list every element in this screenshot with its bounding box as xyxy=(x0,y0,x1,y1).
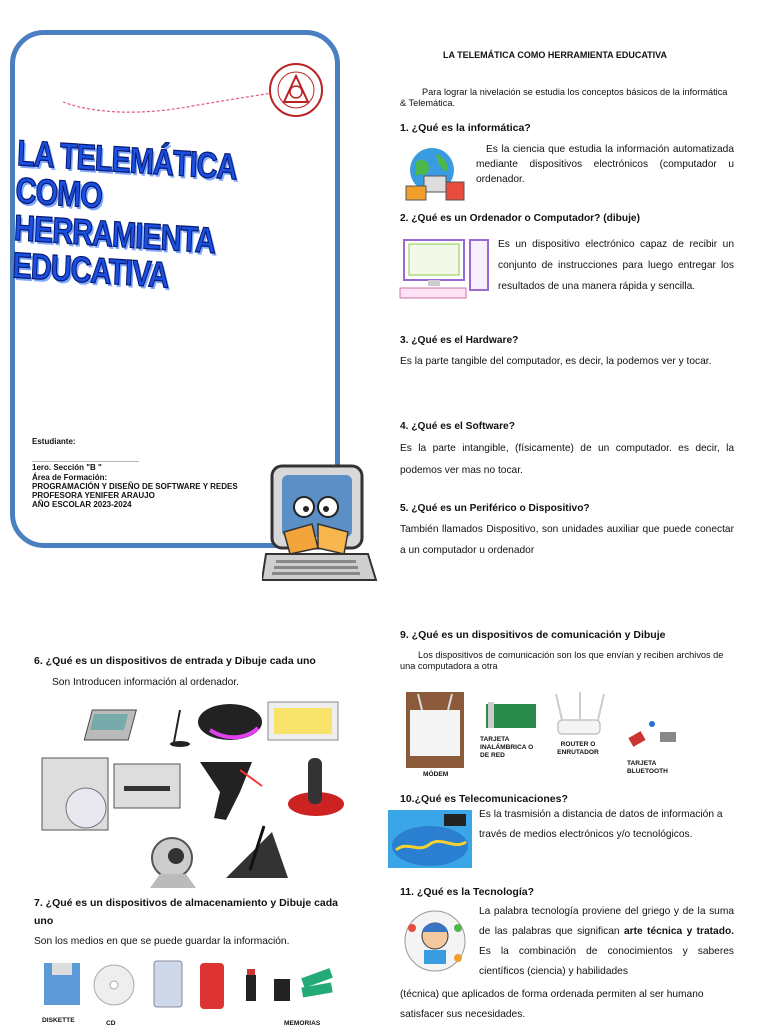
q3-text: Es la parte tangible del computador, es decir, la podemos ver y tocar. xyxy=(400,356,712,367)
q2-heading: 2. ¿Qué es un Ordenador o Computador? (dibuje) xyxy=(400,213,640,224)
cd-drive-icon xyxy=(42,758,108,830)
area-label: Área de Formación: xyxy=(32,472,108,482)
graphics-tablet-icon xyxy=(226,826,288,878)
school-logo-decoration xyxy=(58,60,328,130)
q1-heading: 1. ¿Qué es la informática? xyxy=(400,122,531,134)
cover-title xyxy=(12,135,318,304)
keyboard-icon xyxy=(268,702,338,740)
usb-drive-icon xyxy=(246,969,256,1001)
q4-heading: 4. ¿Qué es el Software? xyxy=(400,421,515,432)
q11-text-top: La palabra tecnología proviene del griego y de la suma de las palabras que significan arte técnica y tratado. Es la combinación de conocimientos y saberes científicos (ciencia) y habilidades xyxy=(479,906,734,977)
laptop-mascot-illustration xyxy=(262,462,380,587)
q4-text: Es la parte intangible, (físicamente) de un computador. es decir, la podemos ver mas no tocar. xyxy=(400,443,734,476)
diskette-label: DISKETTE xyxy=(42,1017,75,1024)
microphone-icon xyxy=(170,710,190,747)
diskette-icon xyxy=(44,963,80,1005)
q6-heading: 6. ¿Qué es un dispositivos de entrada y Dibuje cada uno xyxy=(34,655,316,667)
bluetooth-card-icon xyxy=(628,721,676,747)
course-label: 1ero. Sección "B " xyxy=(32,463,102,473)
cover-title-line2: HERRAMIENTA EDUCATIVA xyxy=(11,208,215,297)
input-devices-collage xyxy=(40,700,345,892)
q2-text: Es un dispositivo electrónico capaz de recibir un conjunto de instrucciones para luego entregar los resultados de una manera rápida y sencilla. xyxy=(498,239,734,292)
floppy-drive-icon xyxy=(114,764,180,808)
q5-text: También llamados Dispositivo, son unidades auxiliar que puede conectar a un computador u ordenador xyxy=(400,524,734,556)
webcam-icon xyxy=(150,838,196,888)
scanner-icon xyxy=(84,710,136,740)
intro-paragraph: Para lograr la nivelación se estudia los conceptos básicos de la informática & Telemática. xyxy=(400,87,728,108)
router-label: ROUTER O ENRUTADOR xyxy=(557,741,599,756)
router-icon xyxy=(556,692,604,734)
communication-devices-collage xyxy=(404,690,744,770)
bluetooth-label: TARJETA BLUETOOTH xyxy=(627,760,668,775)
q5-heading: 5. ¿Qué es un Periférico o Dispositivo? xyxy=(400,503,590,514)
modem-icon xyxy=(406,692,464,768)
q9-heading: 9. ¿Qué es un dispositivos de comunicación y Dibuje xyxy=(400,629,666,641)
q7-heading: 7. ¿Qué es un dispositivos de almacenamiento y Dibuje cada uno xyxy=(34,897,339,927)
external-drive-icon xyxy=(154,961,182,1007)
cd-label: CD xyxy=(106,1020,116,1027)
school-year: AÑO ESCOLAR 2023-2024 xyxy=(32,500,132,510)
q1-text: Es la ciencia que estudia la información automatizada mediante dispositivos electrónicos (computador u ordenador. xyxy=(476,144,734,185)
q10-text: Es la trasmisión a distancia de datos de información a través de medios electrónicos y/o tecnológicos. xyxy=(479,809,723,840)
q6-text: Son Introducen información al ordenador. xyxy=(52,677,239,688)
desktop-computer-icon xyxy=(398,236,494,302)
document-title: LA TELEMÁTICA COMO HERRAMIENTA EDUCATIVA xyxy=(443,50,667,60)
joystick-icon xyxy=(288,758,344,816)
area-value: PROGRAMACIÓN Y DISEÑO DE SOFTWARE Y REDES xyxy=(32,481,238,491)
q3-heading: 3. ¿Qué es el Hardware? xyxy=(400,335,519,346)
q11-heading: 11. ¿Qué es la Tecnología? xyxy=(400,886,535,898)
student-label: Estudiante: xyxy=(32,437,76,446)
memory-label: MEMORIAS xyxy=(284,1020,321,1027)
q9-text: Los dispositivos de comunicación son los que envían y reciben archivos de una computadora a otra xyxy=(400,650,724,671)
power-bank-icon xyxy=(200,963,224,1009)
memory-modules-icon xyxy=(301,968,333,997)
q11-text-bottom: (técnica) que aplicados de forma ordenada permiten al ser humano satisfacer sus necesidades. xyxy=(400,989,704,1020)
cover-title-line1: LA TELEMÁTICA COMO xyxy=(14,133,237,217)
sd-card-icon xyxy=(274,979,290,1001)
teacher-name: PROFESORA YENIFER ARAUJO xyxy=(32,491,155,501)
barcode-scanner-icon xyxy=(200,762,262,820)
globe-computer-icon xyxy=(402,142,468,204)
q7-text: Son los medios en que se puede guardar la información. xyxy=(34,936,290,947)
mouse-icon xyxy=(198,704,262,740)
telecommunications-globe-icon xyxy=(388,810,472,868)
cd-icon xyxy=(94,965,134,1005)
network-card-icon xyxy=(486,702,536,728)
q10-heading: 10.¿Qué es Telecomunicaciones? xyxy=(400,793,568,805)
student-blank-line: ________________________ xyxy=(32,454,139,464)
technology-circle-icon xyxy=(402,906,468,976)
network-card-label: TARJETA INALÁMBRICA O DE RED xyxy=(480,736,534,759)
storage-devices-collage xyxy=(40,955,340,1017)
modem-label: MÓDEM xyxy=(423,771,449,778)
